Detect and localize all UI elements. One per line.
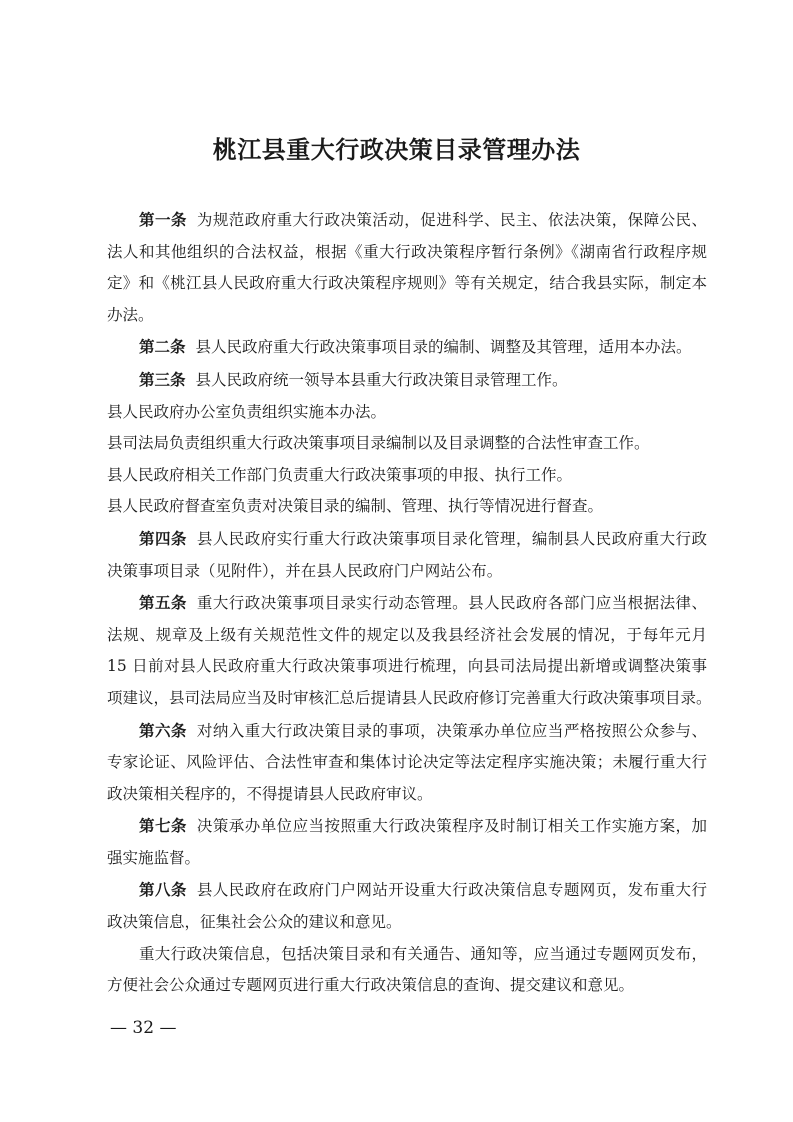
article-2 bbox=[107, 331, 707, 364]
article-label: 第六条 bbox=[139, 720, 187, 740]
article-text: 重大行政决策事项目录实行动态管理。县人民政府各部门应当根据法律、 bbox=[196, 594, 707, 613]
article-7-line-2: 强实施监督。 bbox=[107, 848, 201, 867]
article-text: 为规范政府重大行政决策活动，促进科学、民主、依法决策，保障公民、 bbox=[196, 211, 707, 229]
article-8-paragraph-line-1: 重大行政决策信息，包括决策目录和有关通告、通知等，应当通过专题网页发布， bbox=[139, 944, 707, 963]
article-6-line-1 bbox=[107, 715, 707, 748]
article-3-line-1 bbox=[107, 364, 707, 397]
article-1-line-3: 定》和《桃江县人民政府重大行政决策程序规则》等有关规定，结合我县实际，制定本 bbox=[107, 274, 707, 293]
article-1 bbox=[107, 204, 707, 331]
article-text: 对纳入重大行政决策目录的事项，决策承办单位应当严格按照公众参与、 bbox=[196, 721, 707, 740]
article-6-line-2: 专家论证、风险评估、合法性审查和集体讨论决定等法定程序实施决策；未履行重大行 bbox=[107, 753, 707, 772]
article-4 bbox=[107, 523, 707, 587]
article-3-extra-4: 县人民政府督查室负责对决策目录的编制、管理、执行等情况进行督查。 bbox=[107, 497, 604, 516]
article-4-line-1 bbox=[107, 523, 707, 556]
article-6-line-3: 政决策相关程序的，不得提请县人民政府审议。 bbox=[107, 784, 433, 803]
article-label: 第二条 bbox=[139, 337, 186, 357]
article-5-line-2: 法规、规章及上级有关规范性文件的规定以及我县经济社会发展的情况，于每年元月 bbox=[107, 625, 707, 644]
article-label: 第三条 bbox=[139, 369, 186, 389]
article-text: 县人民政府重大行政决策事项目录的编制、调整及其管理，适用本办法。 bbox=[195, 338, 692, 357]
article-5-line-3: 15 日前对县人民政府重大行政决策事项进行梳理，向县司法局提出新增或调整决策事 bbox=[107, 657, 707, 676]
article-1-line-2: 法人和其他组织的合法权益，根据《重大行政决策程序暂行条例》《湖南省行政程序规 bbox=[107, 242, 707, 261]
article-3 bbox=[107, 364, 707, 523]
article-3-extra-1: 县人民政府办公室负责组织实施本办法。 bbox=[107, 402, 387, 421]
article-3-extra-2: 县司法局负责组织重大行政决策事项目录编制以及目录调整的合法性审查工作。 bbox=[107, 434, 650, 453]
article-label: 第一条 bbox=[139, 210, 187, 229]
document-body bbox=[107, 204, 712, 1002]
article-label: 第五条 bbox=[139, 593, 187, 613]
article-label: 第四条 bbox=[139, 528, 187, 548]
document-title: 桃江县重大行政决策目录管理办法 bbox=[212, 135, 581, 164]
article-7-line-1 bbox=[107, 810, 707, 843]
article-5-line-1 bbox=[107, 587, 707, 620]
article-8-line-1 bbox=[107, 874, 707, 907]
article-8-line-2: 政决策信息，征集社会公众的建议和意见。 bbox=[107, 913, 402, 932]
article-text: 县人民政府统一领导本县重大行政决策目录管理工作。 bbox=[195, 370, 568, 389]
article-label: 第七条 bbox=[139, 816, 187, 836]
article-label: 第八条 bbox=[139, 880, 187, 900]
article-1-line-1 bbox=[107, 204, 707, 237]
article-7 bbox=[107, 810, 707, 874]
page-number: — 32 — bbox=[110, 1018, 177, 1038]
article-5-line-4: 项建议，县司法局应当及时审核汇总后提请县人民政府修订完善重大行政决策事项目录。 bbox=[107, 688, 712, 707]
article-3-extra-3: 县人民政府相关工作部门负责重大行政决策事项的申报、执行工作。 bbox=[107, 465, 573, 484]
article-4-line-2: 决策事项目录（见附件），并在县人民政府门户网站公布。 bbox=[107, 561, 503, 580]
article-6 bbox=[107, 715, 707, 811]
article-8 bbox=[107, 874, 707, 1001]
article-text: 县人民政府实行重大行政决策事项目录化管理，编制县人民政府重大行政 bbox=[196, 529, 707, 548]
article-8-paragraph-line-2: 方便社会公众通过专题网页进行重大行政决策信息的查询、提交建议和意见。 bbox=[107, 976, 635, 995]
article-text: 县人民政府在政府门户网站开设重大行政决策信息专题网页，发布重大行 bbox=[196, 881, 707, 900]
article-text: 决策承办单位应当按照重大行政决策程序及时制订相关工作实施方案，加 bbox=[196, 817, 707, 836]
article-1-line-4: 办法。 bbox=[107, 305, 154, 324]
article-2-line-1 bbox=[107, 331, 707, 364]
article-5 bbox=[107, 587, 712, 714]
